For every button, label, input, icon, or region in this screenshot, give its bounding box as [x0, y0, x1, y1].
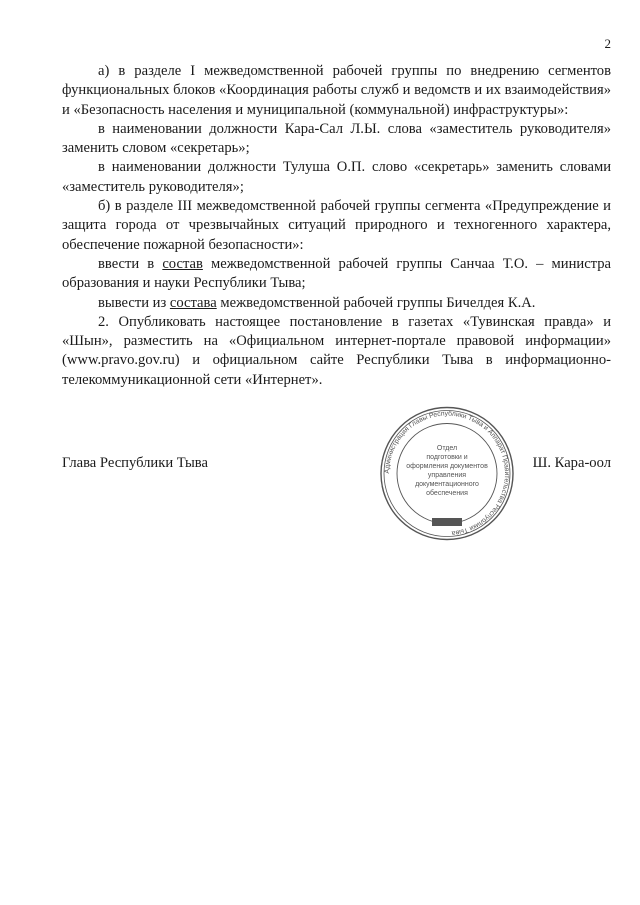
signature-name: Ш. Кара-оол: [532, 455, 611, 471]
stamp-center-line: управления: [427, 472, 467, 479]
stamp-center-line: оформления документов: [406, 463, 488, 470]
stamp-outer-textpath: Администрация Главы Республики Тыва и Аппарат Правительства Республики Тыва: [383, 410, 511, 537]
text-fragment: межведомственной рабочей группы Санчаа Т.О. – министра образования и науки Республики Тыва;: [62, 255, 612, 292]
paragraph-section-3: б) в разделе III межведомственной рабочей группы сегмента «Предупреждение и защита города от чрезвычайных ситуаций природного и техногенного характера, обеспечение пожарной безопасности»:: [62, 198, 611, 253]
paragraph-remove-member: [62, 294, 611, 313]
underlined-word: состав: [162, 255, 203, 272]
underlined-word: состава: [169, 294, 217, 311]
text-fragment: вывести из: [98, 294, 170, 311]
text-fragment: межведомственной рабочей группы Бичелдея К.А.: [216, 294, 536, 311]
text-fragment: ввести в: [98, 255, 163, 272]
stamp-center-line: Отдел: [436, 445, 458, 452]
stamp-emblem-mark: [432, 518, 462, 526]
paragraph-section-1: а) в разделе I межведомственной рабочей группы по внедрению сегментов функциональных блоков «Координация работы служб и ведомств и их взаимодействия» и «Безопасность населения и муниципальной (коммунальной) инфраструктуры»:: [62, 63, 611, 118]
stamp-center-line: документационного: [415, 481, 479, 488]
stamp-center-line: подготовки и: [426, 454, 468, 461]
paragraph-tulusha: в наименовании должности Тулуша О.П. слово «секретарь» заменить словами «заместитель руководителя»;: [62, 159, 611, 195]
document-body: [62, 62, 611, 390]
signature-title: Глава Республики Тыва: [62, 455, 208, 471]
stamp-center-line: обеспечения: [426, 490, 468, 497]
official-stamp: [375, 406, 519, 541]
paragraph-add-member: [62, 255, 611, 294]
paragraph-kara-sal: в наименовании должности Кара-Сал Л.Ы. слова «заместитель руководителя» заменить словом «секретарь»;: [62, 120, 611, 157]
paragraph-publish: 2. Опубликовать настоящее постановление в газетах «Тувинская правда» и «Шын», разместить на «Официальном интернет-портале правовой информации» (www.pravo.gov.ru) и официальном сайте Республики Тыва в информационно-телекоммуникационной сети «Интернет».: [62, 313, 611, 388]
page-number: 2: [604, 36, 611, 51]
